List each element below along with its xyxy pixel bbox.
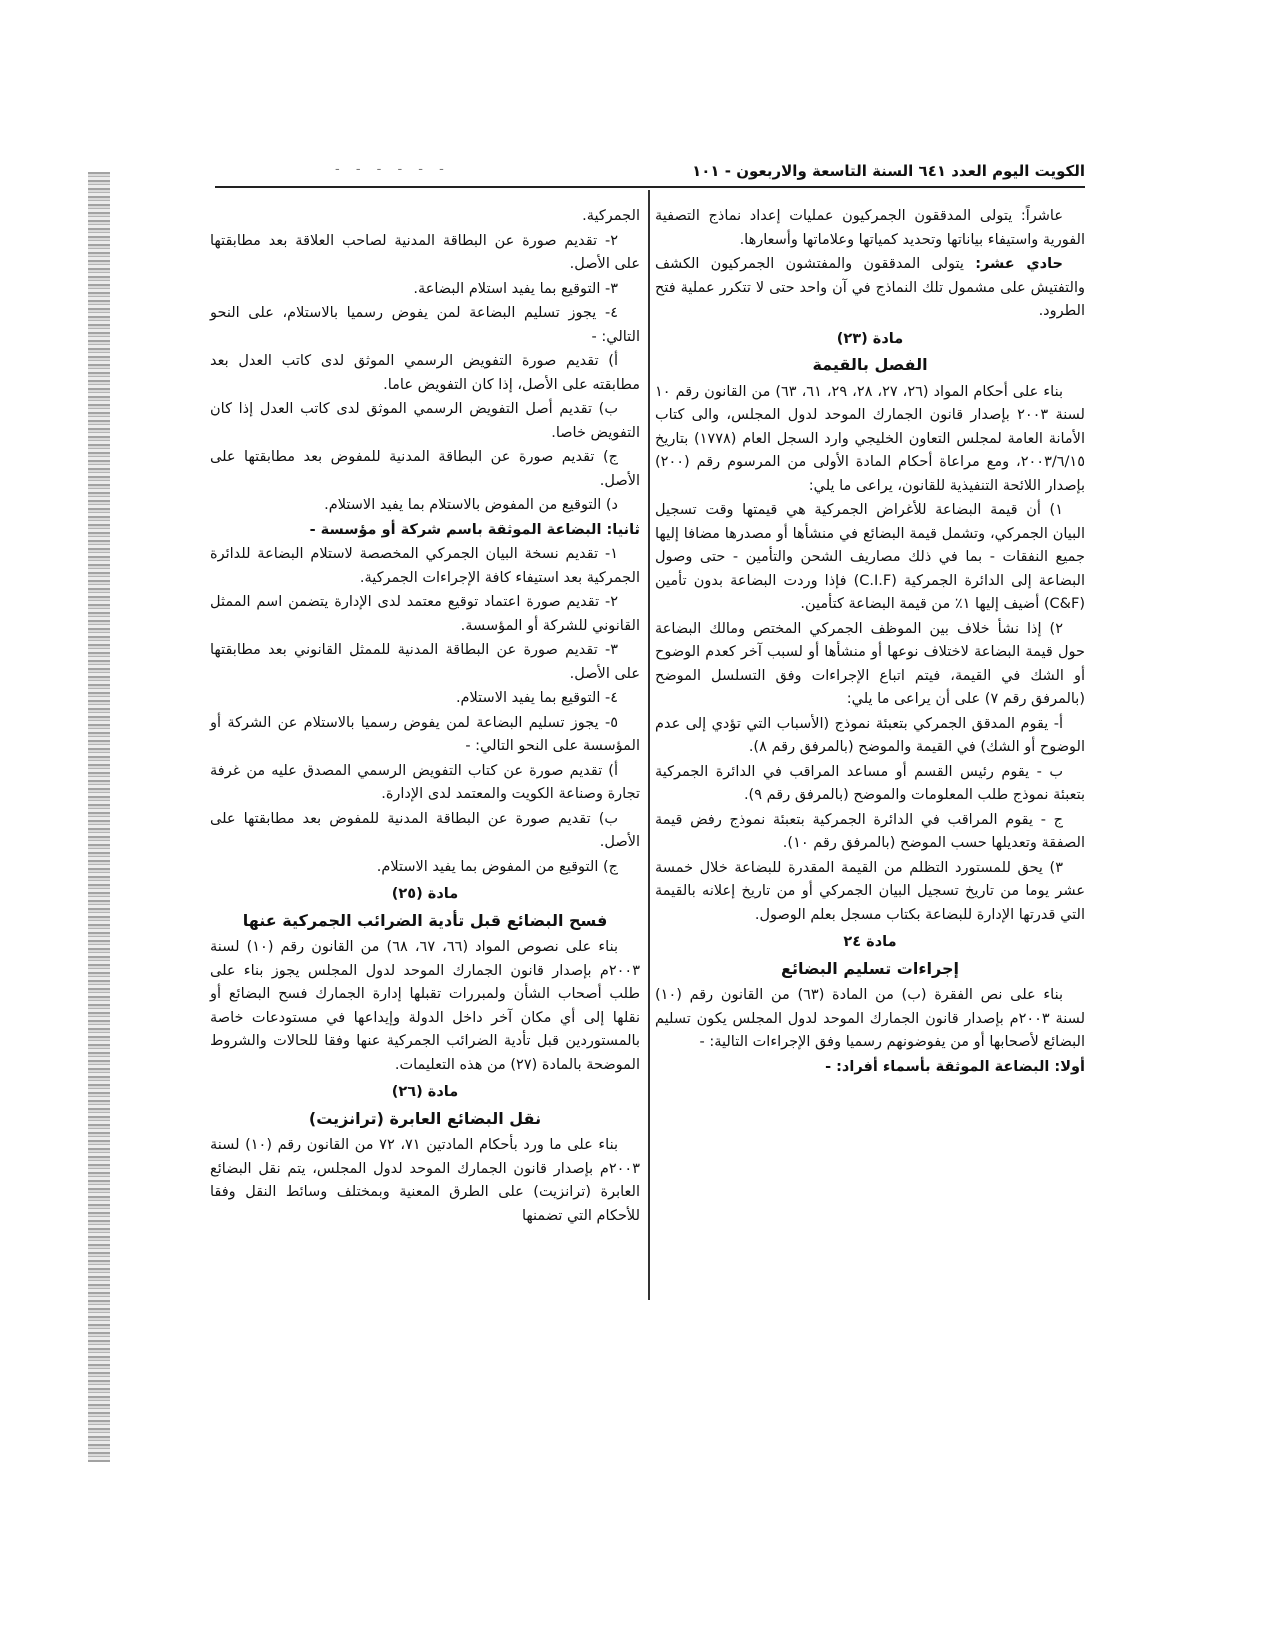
paragraph: ١) أن قيمة البضاعة للأغراض الجمركية هي قيمتها وقت تسجيل البيان الجمركي، وتشمل قيمة البضائع في منشأها أو مصدرها مضافا إليها جميع النفقات - بما في ذلك مصاريف الشحن والتأمين - حتى وصول البضاعة إلى الدائرة الجمركية (C.I.F) فإذا وردت البضاعة بدون تأمين (C&F) أضيف إليها ١٪ من قيمة البضاعة كتأمين. — [655, 502, 1086, 612]
section-heading: الفصل بالقيمة — [812, 355, 928, 374]
paragraph: ٣) يحق للمستورد التظلم من القيمة المقدرة للبضاعة خلال خمسة عشر يوما من تاريخ تسجيل البيان الجمركي أو من تاريخ إعلانه بالقيمة التي قدرتها الإدارة للبضاعة بكتاب مسجل بعلم الوصول. — [655, 859, 1085, 923]
paragraph: أ) تقديم صورة عن كتاب التفويض الرسمي المصدق عليه من غرفة تجارة وصناعة الكويت والمعتمد لدى الإدارة. — [210, 762, 640, 802]
paragraph-lead: حادي عشر: — [975, 256, 1064, 272]
paragraph: عاشراً: يتولى المدققون الجمركيون عمليات إعداد نماذج التصفية الفورية واستيفاء بياناتها وتحديد كمياتها وعلاماتها وأسعارها. — [655, 208, 1085, 248]
paragraph: ثانيا: البضاعة الموثقة باسم شركة أو مؤسسة - — [309, 521, 640, 538]
paragraph: ٤- يجوز تسليم البضاعة لمن يفوض رسميا بالاستلام، على النحو التالي: - — [210, 305, 640, 345]
paragraph: أ) تقديم صورة التفويض الرسمي الموثق لدى كاتب العدل بعد مطابقته على الأصل، إذا كان التفويض عاما. — [210, 353, 640, 393]
paragraph: ٣- التوقيع بما يفيد استلام البضاعة. — [413, 280, 618, 297]
paragraph: ج - يقوم المراقب في الدائرة الجمركية بتعبئة نموذج رفض قيمة الصفقة وتعديلها حسب الموضح (بالمرفق رقم ١٠). — [655, 811, 1085, 851]
paragraph: الجمركية. — [582, 208, 640, 224]
page-header — [215, 160, 1085, 188]
paragraph: ب - يقوم رئيس القسم أو مساعد المراقب في الدائرة الجمركية بتعبئة نموذج طلب المعلومات والموضح (بالمرفق رقم ٩). — [655, 763, 1085, 803]
section-heading: نقل البضائع العابرة (ترانزيت) — [308, 1108, 542, 1128]
paragraph: ج) التوقيع من المفوض بما يفيد الاستلام. — [376, 858, 618, 875]
paragraph: أ- يقوم المدقق الجمركي بتعبئة نموذج (الأسباب التي تؤدي إلى عدم الوضوح أو الشك) في القيمة والموضح (بالمرفق رقم ٨). — [655, 715, 1085, 755]
paragraph: بناء على أحكام المواد (٢٦، ٢٧، ٢٨، ٢٩، ٦١، ٦٣) من القانون رقم ١٠ لسنة ٢٠٠٣ بإصدار قانون الجمارك الموحد لدول المجلس، والى كتاب الأمانة العامة لمجلس التعاون الخليجي وارد السجل العام (١٧٧٨) بتاريخ ٢٠٠٣/٦/١٥، ومع مراعاة أحكام المادة الأولى من المرسوم رقم (٢٠٠) بإصدار اللائحة التنفيذية للقانون، يراعى ما يلي: — [655, 383, 1085, 494]
scan-edge-artifact — [88, 172, 110, 1462]
paragraph: ب) تقديم صورة عن البطاقة المدنية للمفوض بعد مطابقتها على الأصل. — [210, 810, 640, 850]
paragraph: ١- تقديم نسخة البيان الجمركي المخصصة لاستلام البضاعة للدائرة الجمركية بعد استيفاء كافة الإجراءات الجمركية. — [210, 546, 640, 586]
paragraph: ٢- تقديم صورة اعتماد توقيع معتمد لدى الإدارة يتضمن اسم الممثل القانوني للشركة أو المؤسسة. — [210, 594, 640, 634]
section-heading: إجراءات تسليم البضائع — [781, 958, 959, 978]
paragraph — [655, 253, 1085, 324]
column-divider — [648, 190, 650, 1300]
paragraph: ب) تقديم أصل التفويض الرسمي الموثق لدى كاتب العدل إذا كان التفويض خاصا. — [210, 401, 640, 441]
header-faint-text: - - - - - - — [335, 162, 450, 177]
right-column — [655, 205, 1085, 1080]
paragraph: ٥- يجوز تسليم البضاعة لمن يفوض رسميا بالاستلام عن الشركة أو المؤسسة على النحو التالي: - — [210, 714, 640, 754]
left-column — [210, 205, 640, 1229]
paragraph: ٤- التوقيع بما يفيد الاستلام. — [455, 690, 618, 706]
paragraph: أولا: البضاعة الموثقة بأسماء أفراد: - — [825, 1058, 1085, 1075]
section-heading: فسح البضائع قبل تأدية الضرائب الجمركية عنها — [242, 910, 608, 930]
paragraph: ج) تقديم صورة عن البطاقة المدنية للمفوض بعد مطابقتها على الأصل. — [210, 449, 640, 489]
article-number: مادة (٢٣) — [836, 330, 904, 347]
article-number: مادة (٢٥) — [391, 886, 459, 902]
paragraph: بناء على نصوص المواد (٦٦، ٦٧، ٦٨) من القانون رقم (١٠) لسنة ٢٠٠٣م بإصدار قانون الجمارك الموحد لدول المجلس يجوز بناء على طلب أصحاب الشأن ولمبررات تقبلها إدارة الجمارك فسح البضائع أو نقلها إلى أي مكان آخر داخل الدولة وإيداعها في مستودعات خاصة بالمستوردين قبل تأدية الضرائب الجمركية عنها وفقا للحالات والشروط الموضحة بالمادة (٢٧) من هذه التعليمات. — [210, 939, 640, 1073]
paragraph: ٢) إذا نشأ خلاف بين الموظف الجمركي المختص ومالك البضاعة حول قيمة البضاعة لاختلاف نوعها أو منشأها أو لسبب آخر كعدم الوضوح أو الشك في القيمة، فيتم اتباع الإجراءات وفق التسلسل الموضح (بالمرفق رقم ٧) على أن يراعى ما يلي: — [655, 620, 1085, 707]
paragraph: بناء على ما ورد بأحكام المادتين ٧١، ٧٢ من القانون رقم (١٠) لسنة ٢٠٠٣م بإصدار قانون الجمارك الموحد لدول المجلس، يتم نقل البضائع العابرة (ترانزيت) على الطرق المعنية وبمختلف وسائط النقل وفقا للأحكام التي تضمنها — [210, 1137, 640, 1224]
paragraph: ٣- تقديم صورة عن البطاقة المدنية للممثل القانوني بعد مطابقتها على الأصل. — [210, 642, 640, 682]
paragraph: ٢- تقديم صورة عن البطاقة المدنية لصاحب العلاقة بعد مطابقتها على الأصل. — [210, 232, 640, 272]
article-number: مادة (٢٦) — [391, 1084, 459, 1100]
paragraph: د) التوقيع من المفوض بالاستلام بما يفيد الاستلام. — [324, 497, 618, 513]
header-title: الكويت اليوم العدد ٦٤١ السنة التاسعة والاربعون - ١٠١ — [692, 162, 1085, 180]
article-number: مادة ٢٤ — [843, 934, 897, 950]
paragraph: بناء على نص الفقرة (ب) من المادة (٦٣) من القانون رقم (١٠) لسنة ٢٠٠٣م بإصدار قانون الجمارك الموحد لدول المجلس يكون تسليم البضائع لأصحابها أو من يفوضونهم رسميا وفق الإجراءات التالية: - — [655, 987, 1085, 1050]
paragraph-text: يتولى المدققون والمفتشون الجمركيون الكشف والتفتيش على مشمول تلك النماذج في آن واحد حتى لا تتكرر عملية فتح الطرود. — [655, 256, 1085, 319]
